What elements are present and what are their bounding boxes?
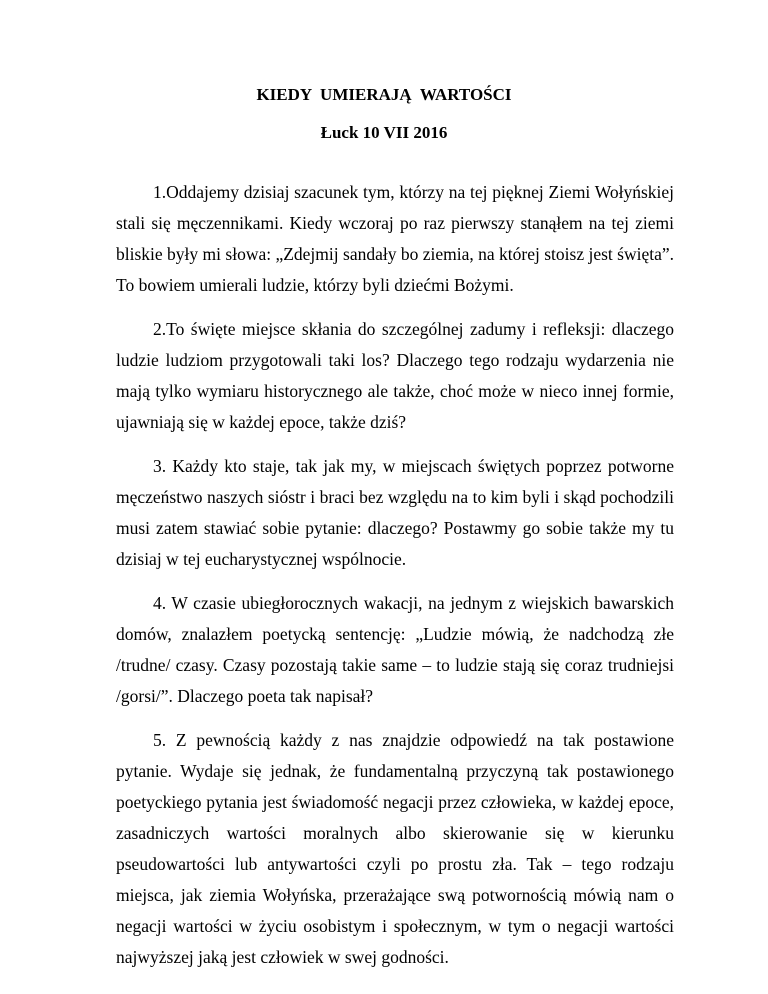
document-subtitle: Łuck 10 VII 2016 (320, 123, 448, 142)
paragraph-5: 5. Z pewnością każdy z nas znajdzie odpowiedź na tak postawione pytanie. Wydaje się jednak, że fundamentalną przyczyną tak postawionego poetyckiego pytania jest świadomość negacji przez człowieka, w każdej epoce, zasadniczych wartości moralnych albo skierowanie się w kierunku pseudowartości lub antywartości czyli po prostu zła. Tak – tego rodzaju miejsca, jak ziemia Wołyńska, przerażające swą potwornością mówią nam o negacji wartości w życiu osobistym i społecznym, w tym o negacji wartości najwyższej jaką jest człowiek w swej godności. (116, 730, 674, 967)
document-title: KIEDY UMIERAJĄ WARTOŚCI (256, 85, 512, 104)
paragraph-1: 1.Oddajemy dzisiaj szacunek tym, którzy na tej pięknej Ziemi Wołyńskiej stali się męczennikami. Kiedy wczoraj po raz pierwszy stanąłem na tej ziemi bliskie były mi słowa: „Zdejmij sandały bo ziemia, na której stoisz jest święta”. To bowiem umierali ludzie, którzy byli dziećmi Bożymi. (116, 182, 674, 295)
document-body (116, 177, 674, 986)
paragraph-4: 4. W czasie ubiegłorocznych wakacji, na jednym z wiejskich bawarskich domów, znalazłem poetycką sentencję: „Ludzie mówią, że nadchodzą złe /trudne/ czasy. Czasy pozostają takie same – to ludzie stają się coraz trudniejsi /gorsi/”. Dlaczego poeta tak napisał? (116, 593, 674, 706)
paragraph-3: 3. Każdy kto staje, tak jak my, w miejscach świętych poprzez potworne męczeństwo naszych sióstr i braci bez względu na to kim byli i skąd pochodzili musi zatem stawiać sobie pytanie: dlaczego? Postawmy go sobie także my tu dzisiaj w tej eucharystycznej wspólnocie. (116, 456, 674, 569)
paragraph-2: 2.To święte miejsce skłania do szczególnej zadumy i refleksji: dlaczego ludzie ludziom przygotowali taki los? Dlaczego tego rodzaju wydarzenia nie mają tylko wymiaru historycznego ale także, choć może w nieco innej formie, ujawniają się w każdej epoce, także dziś? (116, 319, 674, 432)
